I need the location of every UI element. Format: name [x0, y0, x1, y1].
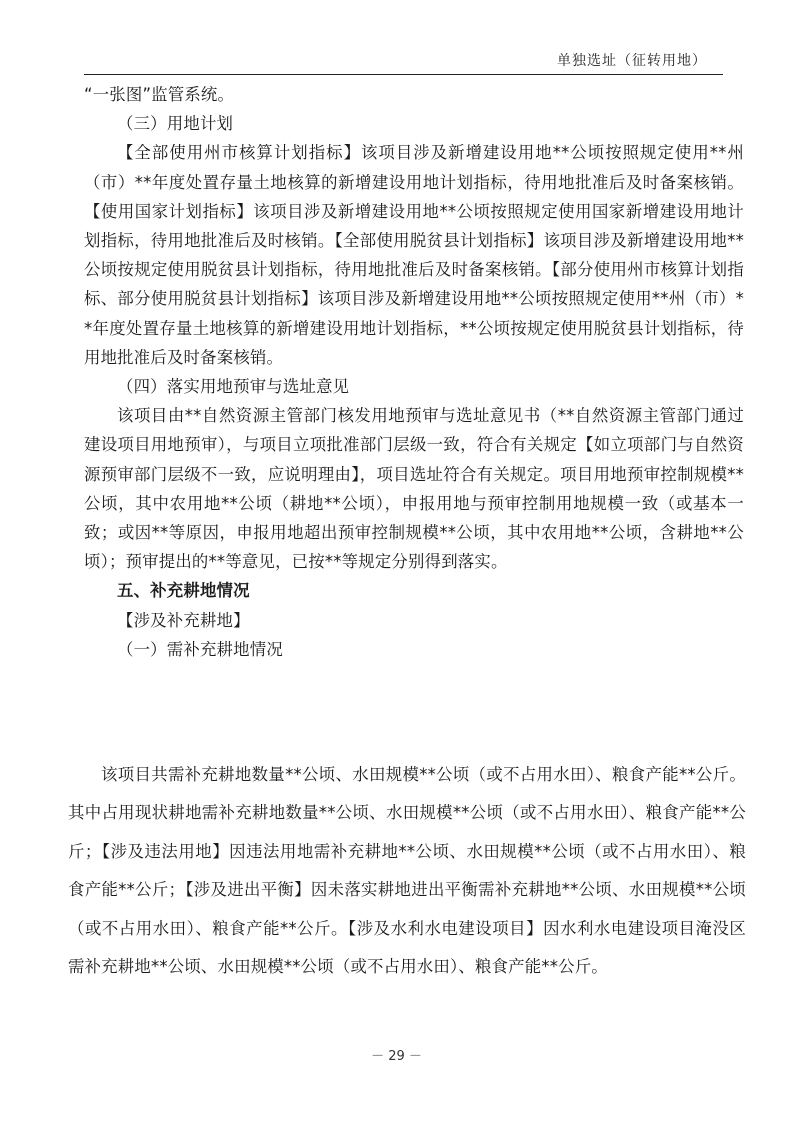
running-header: 单独选址（征转用地）: [557, 53, 707, 69]
body-text: [84, 80, 744, 664]
subheading-land-plan: （三）用地计划: [117, 114, 234, 134]
page-number: － 29 －: [371, 1049, 422, 1064]
bracket-note-farmland: 【涉及补充耕地】: [117, 610, 250, 630]
body-text-wide: [68, 756, 746, 986]
paragraph-required-farmland: 该项目共需补充耕地数量**公顷、水田规模**公顷（或不占用水田）、粮食产能**公斤。其中占用现状耕地需补充耕地数量**公顷、水田规模**公顷（或不占用水田）、粮食产能**公斤；【涉及违法用地】因违法用地需补充耕地**公顷、水田规模**公顷（或不占用水田）、粮食产能**公斤；【涉及进出平衡】因未落实耕地进出平衡需补充耕地**公顷、水田规模**公顷（或不占用水田）、粮食产能**公斤。【涉及水利水电建设项目】因水利水电建设项目淹没区需补充耕地**公顷、水田规模**公顷（或不占用水田）、粮食产能**公斤。: [68, 765, 746, 977]
paragraph-continuation: “一张图”监管系统。: [84, 85, 235, 104]
paragraph-preapproval: 该项目由**自然资源主管部门核发用地预审与选址意见书（**自然资源主管部门通过建设项目用地预审），与项目立项批准部门层级一致，符合有关规定【如立项部门与自然资源预审部门层级不一致，应说明理由】，项目选址符合有关规定。项目用地预审控制规模**公顷，其中农用地**公顷（耕地**公顷），申报用地与预审控制用地规模一致（或基本一致；或因**等原因，申报用地超出预审控制规模**公顷，其中农用地**公顷，含耕地**公顷）；预审提出的**等意见，已按**等规定分别得到落实。: [84, 406, 744, 572]
paragraph-land-plan: 【全部使用州市核算计划指标】该项目涉及新增建设用地**公顷按照规定使用**州（市）**年度处置存量土地核算的新增建设用地计划指标，待用地批准后及时备案核销。【使用国家计划指标】该项目涉及新增建设用地**公顷按照规定使用国家新增建设用地计划指标，待用地批准后及时核销。【全部使用脱贫县计划指标】该项目涉及新增建设用地**公顷按规定使用脱贫县计划指标，待用地批准后及时备案核销。【部分使用州市核算计划指标、部分使用脱贫县计划指标】该项目涉及新增建设用地**公顷按照规定使用**州（市）**年度处置存量土地核算的新增建设用地计划指标，**公顷按规定使用脱贫县计划指标，待用地批准后及时备案核销。: [84, 143, 744, 367]
subheading-preapproval: （四）落实用地预审与选址意见: [117, 377, 350, 397]
section-heading-farmland: 五、补充耕地情况: [117, 581, 250, 601]
subheading-required-farmland: （一）需补充耕地情况: [117, 639, 283, 659]
header-rule: [84, 74, 723, 75]
